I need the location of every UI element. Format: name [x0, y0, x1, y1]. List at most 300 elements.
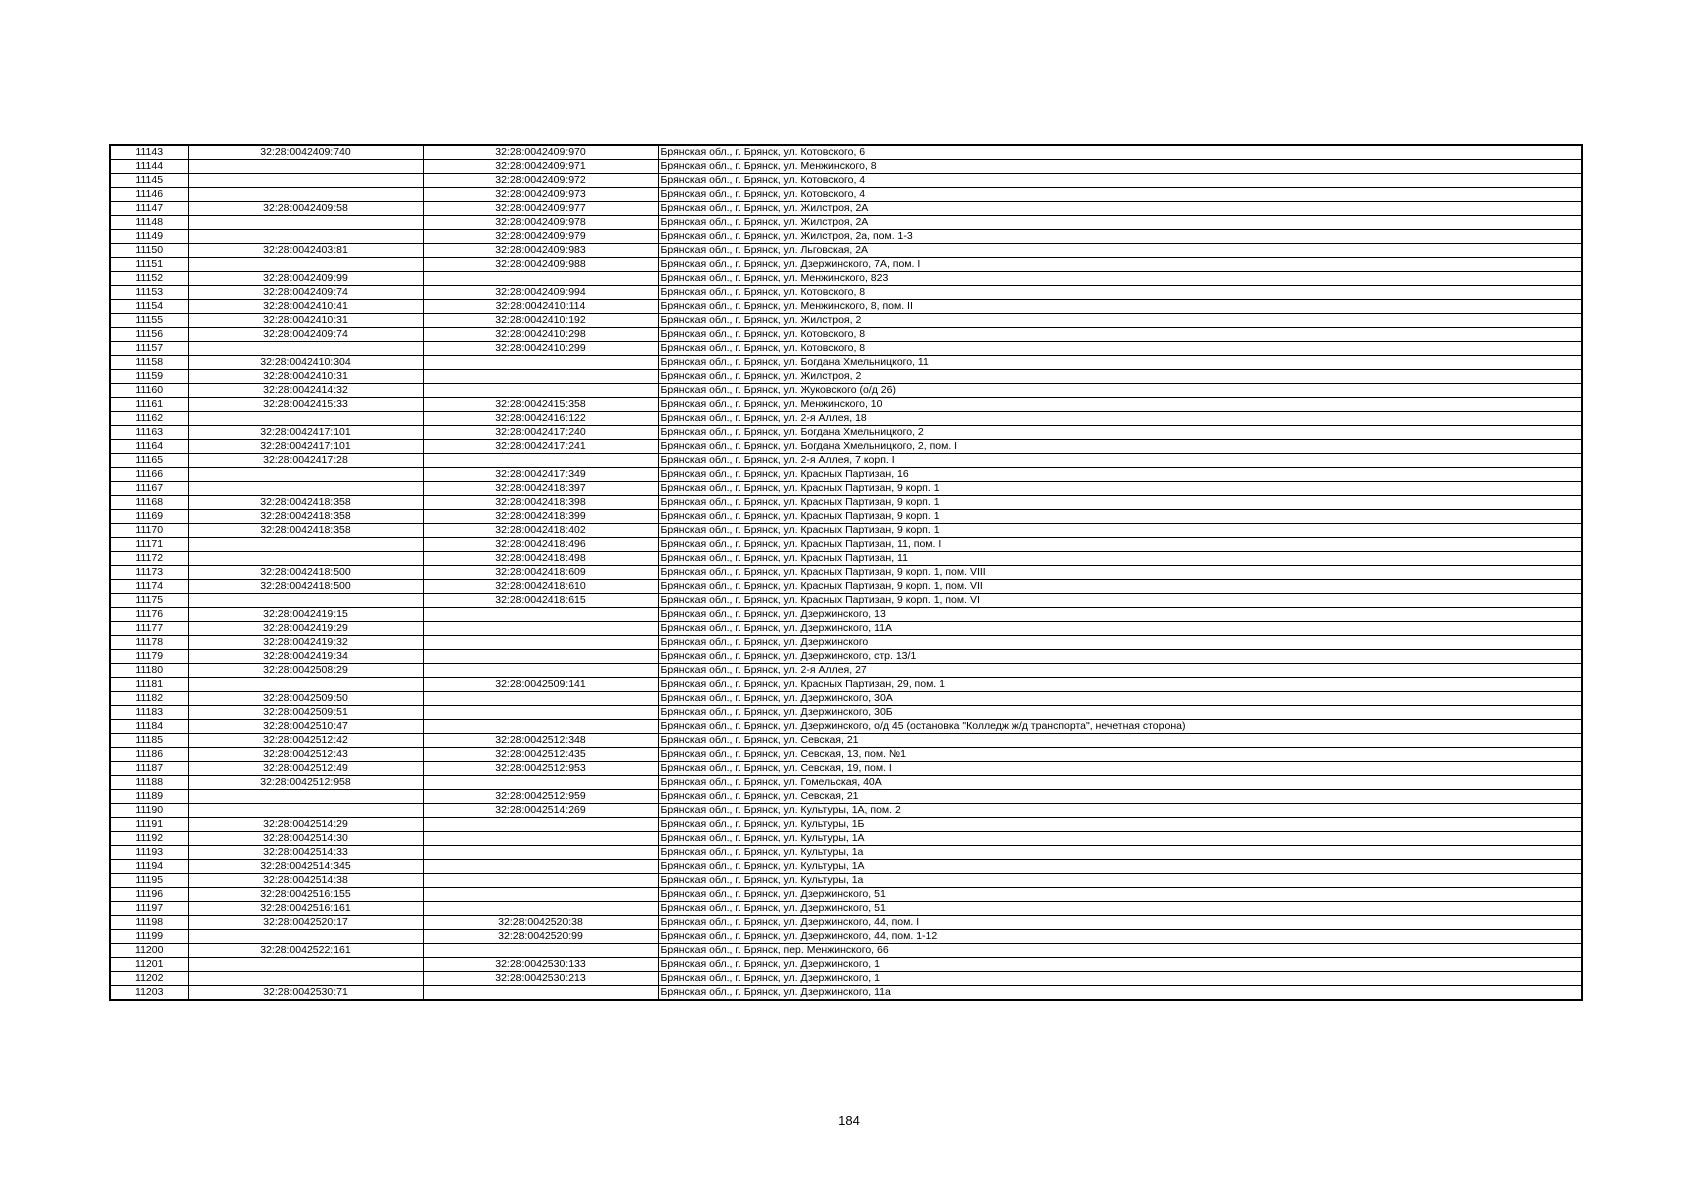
- land-cadastral-number-cell: 32:28:0042509:50: [188, 692, 423, 706]
- building-cadastral-number-cell: 32:28:0042417:241: [423, 440, 658, 454]
- table-row: [110, 944, 1582, 958]
- table-row: [110, 888, 1582, 902]
- table-row: [110, 300, 1582, 314]
- table-row: [110, 678, 1582, 692]
- building-cadastral-number-cell: [423, 720, 658, 734]
- address-cell: Брянская обл., г. Брянск, ул. Менжинского, 10: [658, 398, 1582, 412]
- land-cadastral-number-cell: 32:28:0042512:42: [188, 734, 423, 748]
- building-cadastral-number-cell: 32:28:0042409:972: [423, 174, 658, 188]
- row-number-cell: 11160: [110, 384, 188, 398]
- row-number-cell: 11154: [110, 300, 188, 314]
- land-cadastral-number-cell: 32:28:0042418:358: [188, 496, 423, 510]
- table-row: [110, 244, 1582, 258]
- land-cadastral-number-cell: [188, 790, 423, 804]
- row-number-cell: 11164: [110, 440, 188, 454]
- row-number-cell: 11166: [110, 468, 188, 482]
- land-cadastral-number-cell: 32:28:0042530:71: [188, 986, 423, 1001]
- address-cell: Брянская обл., г. Брянск, ул. Красных Партизан, 29, пом. 1: [658, 678, 1582, 692]
- row-number-cell: 11167: [110, 482, 188, 496]
- table-row: [110, 664, 1582, 678]
- table-row: [110, 328, 1582, 342]
- row-number-cell: 11177: [110, 622, 188, 636]
- building-cadastral-number-cell: 32:28:0042418:398: [423, 496, 658, 510]
- table-row: [110, 846, 1582, 860]
- land-cadastral-number-cell: 32:28:0042514:345: [188, 860, 423, 874]
- land-cadastral-number-cell: 32:28:0042417:28: [188, 454, 423, 468]
- table-row: [110, 790, 1582, 804]
- land-cadastral-number-cell: 32:28:0042418:500: [188, 566, 423, 580]
- address-cell: Брянская обл., г. Брянск, ул. Культуры, 1А: [658, 832, 1582, 846]
- land-cadastral-number-cell: [188, 174, 423, 188]
- building-cadastral-number-cell: 32:28:0042415:358: [423, 398, 658, 412]
- building-cadastral-number-cell: [423, 370, 658, 384]
- address-cell: Брянская обл., г. Брянск, ул. Дзержинского, 1: [658, 972, 1582, 986]
- table-row: [110, 145, 1582, 160]
- table-row: [110, 902, 1582, 916]
- address-cell: Брянская обл., г. Брянск, ул. Красных Партизан, 9 корп. 1, пом. VI: [658, 594, 1582, 608]
- row-number-cell: 11148: [110, 216, 188, 230]
- table-row: [110, 552, 1582, 566]
- land-cadastral-number-cell: [188, 972, 423, 986]
- land-cadastral-number-cell: 32:28:0042409:74: [188, 286, 423, 300]
- table-row: [110, 398, 1582, 412]
- address-cell: Брянская обл., г. Брянск, ул. Севская, 13, пом. №1: [658, 748, 1582, 762]
- address-cell: Брянская обл., г. Брянск, ул. Красных Партизан, 11, пом. I: [658, 538, 1582, 552]
- building-cadastral-number-cell: 32:28:0042418:402: [423, 524, 658, 538]
- building-cadastral-number-cell: 32:28:0042418:615: [423, 594, 658, 608]
- building-cadastral-number-cell: 32:28:0042409:994: [423, 286, 658, 300]
- table-row: [110, 412, 1582, 426]
- row-number-cell: 11174: [110, 580, 188, 594]
- land-cadastral-number-cell: 32:28:0042512:43: [188, 748, 423, 762]
- land-cadastral-number-cell: 32:28:0042409:58: [188, 202, 423, 216]
- row-number-cell: 11185: [110, 734, 188, 748]
- land-cadastral-number-cell: 32:28:0042410:41: [188, 300, 423, 314]
- land-cadastral-number-cell: 32:28:0042409:740: [188, 145, 423, 160]
- land-cadastral-number-cell: 32:28:0042409:74: [188, 328, 423, 342]
- table-row: [110, 706, 1582, 720]
- address-cell: Брянская обл., г. Брянск, ул. Дзержинского, 1: [658, 958, 1582, 972]
- table-row: [110, 622, 1582, 636]
- row-number-cell: 11163: [110, 426, 188, 440]
- building-cadastral-number-cell: [423, 636, 658, 650]
- table-row: [110, 874, 1582, 888]
- row-number-cell: 11158: [110, 356, 188, 370]
- address-cell: Брянская обл., г. Брянск, ул. Дзержинского, 11А: [658, 622, 1582, 636]
- land-cadastral-number-cell: 32:28:0042508:29: [188, 664, 423, 678]
- table-row: [110, 860, 1582, 874]
- building-cadastral-number-cell: 32:28:0042520:99: [423, 930, 658, 944]
- land-cadastral-number-cell: 32:28:0042514:29: [188, 818, 423, 832]
- address-cell: Брянская обл., г. Брянск, ул. Дзержинского, 13: [658, 608, 1582, 622]
- row-number-cell: 11179: [110, 650, 188, 664]
- table-row: [110, 608, 1582, 622]
- table-row: [110, 692, 1582, 706]
- address-cell: Брянская обл., г. Брянск, ул. Красных Партизан, 9 корп. 1: [658, 496, 1582, 510]
- land-cadastral-number-cell: [188, 594, 423, 608]
- table-row: [110, 986, 1582, 1001]
- address-cell: Брянская обл., г. Брянск, ул. Дзержинского, 51: [658, 888, 1582, 902]
- land-cadastral-number-cell: 32:28:0042418:500: [188, 580, 423, 594]
- table-row: [110, 160, 1582, 174]
- table-row: [110, 580, 1582, 594]
- building-cadastral-number-cell: 32:28:0042512:953: [423, 762, 658, 776]
- row-number-cell: 11175: [110, 594, 188, 608]
- land-cadastral-number-cell: [188, 930, 423, 944]
- table-row: [110, 538, 1582, 552]
- table-row: [110, 286, 1582, 300]
- row-number-cell: 11197: [110, 902, 188, 916]
- address-cell: Брянская обл., г. Брянск, ул. Красных Партизан, 9 корп. 1, пом. VIII: [658, 566, 1582, 580]
- row-number-cell: 11145: [110, 174, 188, 188]
- row-number-cell: 11202: [110, 972, 188, 986]
- address-cell: Брянская обл., г. Брянск, ул. Богдана Хмельницкого, 2: [658, 426, 1582, 440]
- building-cadastral-number-cell: [423, 902, 658, 916]
- table-row: [110, 916, 1582, 930]
- row-number-cell: 11188: [110, 776, 188, 790]
- building-cadastral-number-cell: 32:28:0042417:240: [423, 426, 658, 440]
- land-cadastral-number-cell: 32:28:0042419:34: [188, 650, 423, 664]
- land-cadastral-number-cell: [188, 216, 423, 230]
- row-number-cell: 11152: [110, 272, 188, 286]
- address-cell: Брянская обл., г. Брянск, ул. Дзержинского, 30А: [658, 692, 1582, 706]
- table-row: [110, 958, 1582, 972]
- row-number-cell: 11203: [110, 986, 188, 1001]
- row-number-cell: 11196: [110, 888, 188, 902]
- address-cell: Брянская обл., г. Брянск, пер. Менжинского, 66: [658, 944, 1582, 958]
- table-row: [110, 748, 1582, 762]
- building-cadastral-number-cell: 32:28:0042410:298: [423, 328, 658, 342]
- land-cadastral-number-cell: 32:28:0042509:51: [188, 706, 423, 720]
- table-row: [110, 762, 1582, 776]
- row-number-cell: 11161: [110, 398, 188, 412]
- address-cell: Брянская обл., г. Брянск, ул. Жилстроя, 2: [658, 370, 1582, 384]
- address-cell: Брянская обл., г. Брянск, ул. Дзержинского, 7А, пом. I: [658, 258, 1582, 272]
- row-number-cell: 11157: [110, 342, 188, 356]
- row-number-cell: 11155: [110, 314, 188, 328]
- row-number-cell: 11199: [110, 930, 188, 944]
- land-cadastral-number-cell: 32:28:0042516:161: [188, 902, 423, 916]
- building-cadastral-number-cell: [423, 608, 658, 622]
- address-cell: Брянская обл., г. Брянск, ул. Красных Партизан, 9 корп. 1: [658, 482, 1582, 496]
- row-number-cell: 11169: [110, 510, 188, 524]
- row-number-cell: 11198: [110, 916, 188, 930]
- building-cadastral-number-cell: [423, 272, 658, 286]
- building-cadastral-number-cell: [423, 650, 658, 664]
- address-cell: Брянская обл., г. Брянск, ул. Льговская, 2А: [658, 244, 1582, 258]
- address-cell: Брянская обл., г. Брянск, ул. Дзержинского, 44, пом. 1-12: [658, 930, 1582, 944]
- address-cell: Брянская обл., г. Брянск, ул. Дзержинского, 44, пом. I: [658, 916, 1582, 930]
- row-number-cell: 11149: [110, 230, 188, 244]
- land-cadastral-number-cell: 32:28:0042510:47: [188, 720, 423, 734]
- table-row: [110, 454, 1582, 468]
- table-row: [110, 720, 1582, 734]
- building-cadastral-number-cell: [423, 622, 658, 636]
- table-row: [110, 174, 1582, 188]
- address-cell: Брянская обл., г. Брянск, ул. Культуры, 1А: [658, 860, 1582, 874]
- table-row: [110, 482, 1582, 496]
- building-cadastral-number-cell: 32:28:0042409:970: [423, 145, 658, 160]
- table-row: [110, 972, 1582, 986]
- land-cadastral-number-cell: [188, 412, 423, 426]
- address-cell: Брянская обл., г. Брянск, ул. Жилстроя, 2А: [658, 216, 1582, 230]
- address-cell: Брянская обл., г. Брянск, ул. Богдана Хмельницкого, 2, пом. I: [658, 440, 1582, 454]
- land-cadastral-number-cell: 32:28:0042522:161: [188, 944, 423, 958]
- table-row: [110, 272, 1582, 286]
- row-number-cell: 11153: [110, 286, 188, 300]
- building-cadastral-number-cell: [423, 692, 658, 706]
- building-cadastral-number-cell: 32:28:0042514:269: [423, 804, 658, 818]
- building-cadastral-number-cell: 32:28:0042520:38: [423, 916, 658, 930]
- table-row: [110, 650, 1582, 664]
- building-cadastral-number-cell: 32:28:0042410:114: [423, 300, 658, 314]
- land-cadastral-number-cell: 32:28:0042419:32: [188, 636, 423, 650]
- address-cell: Брянская обл., г. Брянск, ул. Менжинского, 823: [658, 272, 1582, 286]
- land-cadastral-number-cell: [188, 804, 423, 818]
- land-cadastral-number-cell: 32:28:0042419:15: [188, 608, 423, 622]
- building-cadastral-number-cell: [423, 356, 658, 370]
- building-cadastral-number-cell: 32:28:0042409:988: [423, 258, 658, 272]
- row-number-cell: 11186: [110, 748, 188, 762]
- row-number-cell: 11182: [110, 692, 188, 706]
- land-cadastral-number-cell: 32:28:0042414:32: [188, 384, 423, 398]
- address-cell: Брянская обл., г. Брянск, ул. Жилстроя, 2: [658, 314, 1582, 328]
- row-number-cell: 11180: [110, 664, 188, 678]
- table-row: [110, 384, 1582, 398]
- land-cadastral-number-cell: 32:28:0042410:31: [188, 314, 423, 328]
- row-number-cell: 11171: [110, 538, 188, 552]
- address-cell: Брянская обл., г. Брянск, ул. Жилстроя, 2А: [658, 202, 1582, 216]
- address-cell: Брянская обл., г. Брянск, ул. Дзержинского, 30Б: [658, 706, 1582, 720]
- row-number-cell: 11195: [110, 874, 188, 888]
- table-row: [110, 566, 1582, 580]
- table-row: [110, 930, 1582, 944]
- building-cadastral-number-cell: 32:28:0042417:349: [423, 468, 658, 482]
- address-cell: Брянская обл., г. Брянск, ул. Котовского, 8: [658, 342, 1582, 356]
- table-row: [110, 804, 1582, 818]
- address-cell: Брянская обл., г. Брянск, ул. 2-я Аллея, 27: [658, 664, 1582, 678]
- land-cadastral-number-cell: [188, 188, 423, 202]
- row-number-cell: 11191: [110, 818, 188, 832]
- building-cadastral-number-cell: [423, 860, 658, 874]
- land-cadastral-number-cell: 32:28:0042415:33: [188, 398, 423, 412]
- land-cadastral-number-cell: 32:28:0042516:155: [188, 888, 423, 902]
- row-number-cell: 11147: [110, 202, 188, 216]
- address-cell: Брянская обл., г. Брянск, ул. Красных Партизан, 11: [658, 552, 1582, 566]
- land-cadastral-number-cell: 32:28:0042417:101: [188, 426, 423, 440]
- row-number-cell: 11189: [110, 790, 188, 804]
- table-row: [110, 356, 1582, 370]
- row-number-cell: 11146: [110, 188, 188, 202]
- land-cadastral-number-cell: 32:28:0042520:17: [188, 916, 423, 930]
- table-row: [110, 776, 1582, 790]
- address-cell: Брянская обл., г. Брянск, ул. Культуры, 1а: [658, 874, 1582, 888]
- land-cadastral-number-cell: [188, 552, 423, 566]
- land-cadastral-number-cell: [188, 160, 423, 174]
- row-number-cell: 11190: [110, 804, 188, 818]
- row-number-cell: 11192: [110, 832, 188, 846]
- land-cadastral-number-cell: [188, 468, 423, 482]
- address-cell: Брянская обл., г. Брянск, ул. Дзержинского, о/д 45 (остановка "Колледж ж/д транспорта", нечетная сторона): [658, 720, 1582, 734]
- building-cadastral-number-cell: 32:28:0042410:192: [423, 314, 658, 328]
- table-row: [110, 342, 1582, 356]
- row-number-cell: 11144: [110, 160, 188, 174]
- land-cadastral-number-cell: 32:28:0042512:49: [188, 762, 423, 776]
- table-row: [110, 818, 1582, 832]
- row-number-cell: 11176: [110, 608, 188, 622]
- building-cadastral-number-cell: 32:28:0042418:399: [423, 510, 658, 524]
- row-number-cell: 11143: [110, 145, 188, 160]
- land-cadastral-number-cell: 32:28:0042418:358: [188, 524, 423, 538]
- address-cell: Брянская обл., г. Брянск, ул. Красных Партизан, 9 корп. 1: [658, 510, 1582, 524]
- land-cadastral-number-cell: 32:28:0042514:38: [188, 874, 423, 888]
- building-cadastral-number-cell: [423, 986, 658, 1001]
- address-cell: Брянская обл., г. Брянск, ул. Севская, 21: [658, 734, 1582, 748]
- land-cadastral-number-cell: 32:28:0042409:99: [188, 272, 423, 286]
- address-cell: Брянская обл., г. Брянск, ул. Культуры, 1а: [658, 846, 1582, 860]
- row-number-cell: 11165: [110, 454, 188, 468]
- building-cadastral-number-cell: 32:28:0042530:213: [423, 972, 658, 986]
- building-cadastral-number-cell: [423, 944, 658, 958]
- table-row: [110, 202, 1582, 216]
- address-cell: Брянская обл., г. Брянск, ул. Дзержинского, стр. 13/1: [658, 650, 1582, 664]
- address-cell: Брянская обл., г. Брянск, ул. 2-я Аллея, 7 корп. I: [658, 454, 1582, 468]
- land-cadastral-number-cell: [188, 958, 423, 972]
- address-cell: Брянская обл., г. Брянск, ул. Дзержинского: [658, 636, 1582, 650]
- building-cadastral-number-cell: 32:28:0042410:299: [423, 342, 658, 356]
- address-cell: Брянская обл., г. Брянск, ул. Севская, 21: [658, 790, 1582, 804]
- page-number: 184: [838, 1113, 860, 1128]
- table-row: [110, 594, 1582, 608]
- land-cadastral-number-cell: 32:28:0042514:30: [188, 832, 423, 846]
- address-cell: Брянская обл., г. Брянск, ул. Красных Партизан, 9 корп. 1, пом. VII: [658, 580, 1582, 594]
- land-cadastral-number-cell: [188, 482, 423, 496]
- table-row: [110, 636, 1582, 650]
- building-cadastral-number-cell: [423, 846, 658, 860]
- address-cell: Брянская обл., г. Брянск, ул. Жилстроя, 2а, пом. 1-3: [658, 230, 1582, 244]
- building-cadastral-number-cell: 32:28:0042418:610: [423, 580, 658, 594]
- land-cadastral-number-cell: 32:28:0042417:101: [188, 440, 423, 454]
- land-cadastral-number-cell: 32:28:0042410:31: [188, 370, 423, 384]
- table-row: [110, 496, 1582, 510]
- building-cadastral-number-cell: [423, 818, 658, 832]
- table-row: [110, 468, 1582, 482]
- land-cadastral-number-cell: 32:28:0042410:304: [188, 356, 423, 370]
- address-cell: Брянская обл., г. Брянск, ул. Культуры, 1Б: [658, 818, 1582, 832]
- land-cadastral-number-cell: 32:28:0042418:358: [188, 510, 423, 524]
- building-cadastral-number-cell: [423, 832, 658, 846]
- land-cadastral-number-cell: 32:28:0042512:958: [188, 776, 423, 790]
- address-cell: Брянская обл., г. Брянск, ул. Менжинского, 8, пом. II: [658, 300, 1582, 314]
- row-number-cell: 11184: [110, 720, 188, 734]
- row-number-cell: 11178: [110, 636, 188, 650]
- building-cadastral-number-cell: [423, 874, 658, 888]
- building-cadastral-number-cell: [423, 888, 658, 902]
- land-cadastral-number-cell: [188, 342, 423, 356]
- building-cadastral-number-cell: 32:28:0042409:979: [423, 230, 658, 244]
- building-cadastral-number-cell: 32:28:0042418:397: [423, 482, 658, 496]
- table-row: [110, 440, 1582, 454]
- table-row: [110, 524, 1582, 538]
- table-row: [110, 314, 1582, 328]
- address-cell: Брянская обл., г. Брянск, ул. Красных Партизан, 9 корп. 1: [658, 524, 1582, 538]
- table-row: [110, 188, 1582, 202]
- building-cadastral-number-cell: 32:28:0042409:973: [423, 188, 658, 202]
- address-cell: Брянская обл., г. Брянск, ул. Жуковского (о/д 26): [658, 384, 1582, 398]
- address-cell: Брянская обл., г. Брянск, ул. Котовского, 8: [658, 328, 1582, 342]
- row-number-cell: 11162: [110, 412, 188, 426]
- address-cell: Брянская обл., г. Брянск, ул. Котовского, 8: [658, 286, 1582, 300]
- address-cell: Брянская обл., г. Брянск, ул. Котовского, 4: [658, 174, 1582, 188]
- row-number-cell: 11187: [110, 762, 188, 776]
- row-number-cell: 11159: [110, 370, 188, 384]
- row-number-cell: 11201: [110, 958, 188, 972]
- building-cadastral-number-cell: 32:28:0042416:122: [423, 412, 658, 426]
- row-number-cell: 11193: [110, 846, 188, 860]
- land-cadastral-number-cell: [188, 678, 423, 692]
- building-cadastral-number-cell: [423, 776, 658, 790]
- building-cadastral-number-cell: 32:28:0042512:435: [423, 748, 658, 762]
- building-cadastral-number-cell: 32:28:0042509:141: [423, 678, 658, 692]
- table-row: [110, 510, 1582, 524]
- table-row: [110, 258, 1582, 272]
- registry-table: [109, 144, 1583, 1001]
- address-cell: Брянская обл., г. Брянск, ул. Богдана Хмельницкого, 11: [658, 356, 1582, 370]
- table-row: [110, 370, 1582, 384]
- row-number-cell: 11194: [110, 860, 188, 874]
- address-cell: Брянская обл., г. Брянск, ул. Дзержинского, 11а: [658, 986, 1582, 1001]
- building-cadastral-number-cell: 32:28:0042409:977: [423, 202, 658, 216]
- table-row: [110, 230, 1582, 244]
- address-cell: Брянская обл., г. Брянск, ул. Севская, 19, пом. I: [658, 762, 1582, 776]
- address-cell: Брянская обл., г. Брянск, ул. Дзержинского, 51: [658, 902, 1582, 916]
- row-number-cell: 11156: [110, 328, 188, 342]
- address-cell: Брянская обл., г. Брянск, ул. Котовского, 6: [658, 145, 1582, 160]
- row-number-cell: 11151: [110, 258, 188, 272]
- table-row: [110, 832, 1582, 846]
- row-number-cell: 11183: [110, 706, 188, 720]
- table-row: [110, 426, 1582, 440]
- address-cell: Брянская обл., г. Брянск, ул. 2-я Аллея, 18: [658, 412, 1582, 426]
- land-cadastral-number-cell: 32:28:0042514:33: [188, 846, 423, 860]
- building-cadastral-number-cell: 32:28:0042418:498: [423, 552, 658, 566]
- land-cadastral-number-cell: [188, 538, 423, 552]
- building-cadastral-number-cell: 32:28:0042418:609: [423, 566, 658, 580]
- address-cell: Брянская обл., г. Брянск, ул. Гомельская, 40А: [658, 776, 1582, 790]
- building-cadastral-number-cell: 32:28:0042409:978: [423, 216, 658, 230]
- row-number-cell: 11181: [110, 678, 188, 692]
- building-cadastral-number-cell: 32:28:0042418:496: [423, 538, 658, 552]
- land-cadastral-number-cell: 32:28:0042419:29: [188, 622, 423, 636]
- building-cadastral-number-cell: [423, 384, 658, 398]
- building-cadastral-number-cell: [423, 706, 658, 720]
- row-number-cell: 11173: [110, 566, 188, 580]
- row-number-cell: 11150: [110, 244, 188, 258]
- building-cadastral-number-cell: [423, 454, 658, 468]
- row-number-cell: 11200: [110, 944, 188, 958]
- address-cell: Брянская обл., г. Брянск, ул. Культуры, 1А, пом. 2: [658, 804, 1582, 818]
- row-number-cell: 11172: [110, 552, 188, 566]
- building-cadastral-number-cell: 32:28:0042409:983: [423, 244, 658, 258]
- land-cadastral-number-cell: [188, 258, 423, 272]
- address-cell: Брянская обл., г. Брянск, ул. Красных Партизан, 16: [658, 468, 1582, 482]
- building-cadastral-number-cell: 32:28:0042512:959: [423, 790, 658, 804]
- building-cadastral-number-cell: [423, 664, 658, 678]
- row-number-cell: 11168: [110, 496, 188, 510]
- land-cadastral-number-cell: [188, 230, 423, 244]
- registry-table-body: [110, 145, 1582, 1000]
- table-row: [110, 734, 1582, 748]
